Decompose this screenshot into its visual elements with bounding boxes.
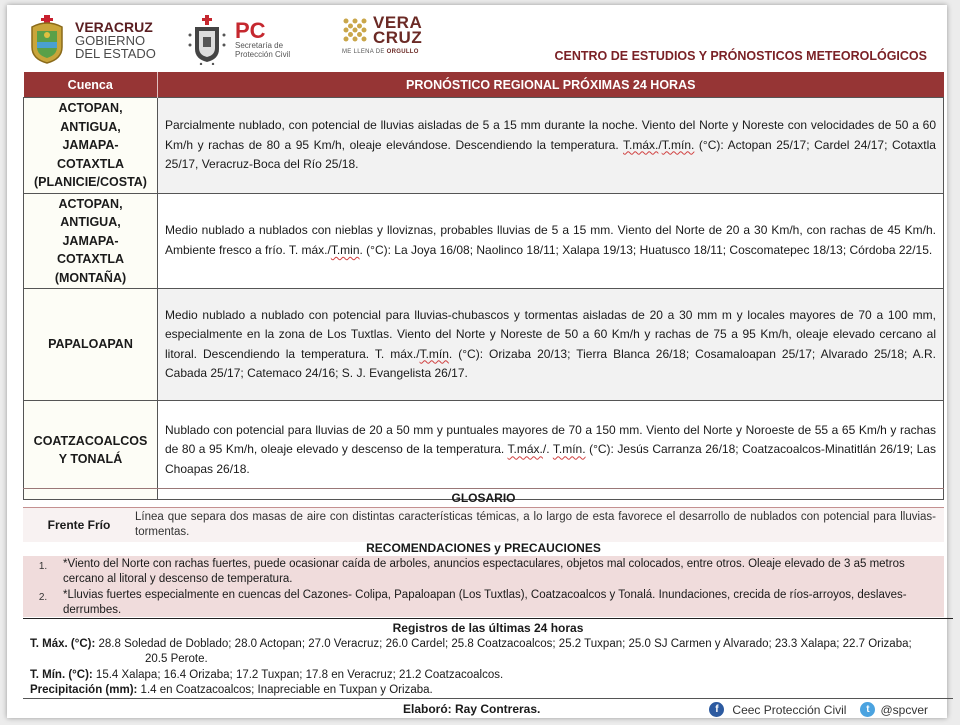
tagline-bold: ORGULLO xyxy=(386,49,419,55)
recommendation-item xyxy=(23,587,944,618)
logo-gobierno-veracruz xyxy=(27,15,156,65)
forecast-table-header xyxy=(24,72,944,98)
facebook-link[interactable]: Ceec Protección Civil xyxy=(732,702,847,717)
basin-name xyxy=(24,401,158,500)
records-precip xyxy=(23,683,953,699)
basin-line: JAMAPA- xyxy=(62,138,119,152)
forecast-text-part: Medio nublado a nublado con potencial para lluvias-chubascos y tormentas aisladas de 20 a 30 mm m y locales mayores de 70 a 100 mm, especialmente en la zona de Los Tuxtlas. Viento del Norte y Noreste de 50 a 60 Km/h y rachas de 75 a 95 Km/h, oleaje elevado cercano al litoral. Descendiendo la temperatura. T. máx./ xyxy=(165,307,936,361)
logo-pc-line2: Protección Civil xyxy=(235,50,291,59)
forecast-text-part: . (°C): La Joya 16/08; Naolinco 18/11; Xalapa 19/13; Huatusco 18/11; Coscomatepec 18/13; Córdoba 22/15. xyxy=(359,242,933,257)
forecast-text-part: T.min xyxy=(330,242,360,257)
forecast-text xyxy=(158,98,944,194)
tmax-values: 28.8 Soledad de Doblado; 28.0 Actopan; 27.0 Veracruz; 26.0 Cardel; 25.8 Coatzacoalcos; 25.2 Tuxpan; 25.0 SJ Carmen y Alvarado; 23.3 Xalapa; 22.7 Orizaba; xyxy=(95,637,912,650)
logo-veracruz-tagline xyxy=(342,49,422,55)
logo-pc-title: PC xyxy=(235,18,266,43)
forecast-text xyxy=(158,193,944,289)
forecast-text-part: (°C): Jesús Carranza 26/18; Coatzacoalcos-Minatitlán 26/19; Las Choapas 26/18. xyxy=(165,442,936,476)
forecast-text-part: (°C): Actopan 25/17; Cardel 24/17; Cotaxtla 25/17, Veracruz-Boca del Río 25/18. xyxy=(165,137,936,171)
records-title: Registros de las últimas 24 horas xyxy=(392,621,584,635)
tagline-prefix: ME LLENA DE xyxy=(342,49,387,55)
basin-line: PAPALOAPAN xyxy=(48,337,133,352)
table-row xyxy=(24,401,944,500)
column-header-pronostico: PRONÓSTICO REGIONAL PRÓXIMAS 24 HORAS xyxy=(158,72,944,98)
tmax-label: T. Máx. (°C): xyxy=(30,637,96,650)
recommendations-list xyxy=(23,556,944,617)
basin-line: JAMAPA- xyxy=(62,233,119,248)
recommendations-title: RECOMENDACIONES y PRECAUCIONES xyxy=(366,541,601,555)
social-links xyxy=(709,702,928,717)
basin-line: COTAXTLA xyxy=(56,156,125,171)
basin-line: (MONTAÑA) xyxy=(54,270,127,285)
forecast-text-part: T.máx. xyxy=(623,137,659,152)
recommendation-text: *Lluvias fuertes especialmente en cuencas del Cazones- Colipa, Papaloapan (Los Tuxtlas), Coatzacoalcos y Tonalá. Inundaciones, crecida de ríos-arroyos, deslaves-derrumbes. xyxy=(63,589,907,616)
forecast-text-part: T.mín. xyxy=(552,442,586,457)
footer xyxy=(23,698,953,719)
forecast-table xyxy=(23,72,944,500)
center-title: CENTRO DE ESTUDIOS Y PRÓNOSTICOS METEOROLÓGICOS xyxy=(554,49,927,63)
logo-line-veracruz: VERACRUZ xyxy=(75,18,153,35)
basin-name xyxy=(24,98,158,194)
logo-proteccion-civil xyxy=(187,15,290,65)
facebook-icon[interactable]: f xyxy=(709,702,724,717)
column-header-cuenca: Cuenca xyxy=(24,72,158,98)
precip-values: 1.4 en Coatzacoalcos; Inapreciable en Tuxpan y Orizaba. xyxy=(137,684,433,696)
forecast-text-part: / xyxy=(658,137,662,152)
forecast-text-part: Medio nublado a nublados con nieblas y lloviznas, probables lluvias de 5 a 15 mm. Viento del Norte de 20 a 30 Km/h, con rachas de 45 Km/h. Ambiente fresco a frío. T. máx./ xyxy=(165,223,936,257)
basin-line: ANTIGUA, xyxy=(60,119,121,134)
records-tmax-continued: 20.5 Perote. xyxy=(145,653,208,665)
logo-pc-line1: Secretaría de xyxy=(235,41,284,50)
precip-label: Precipitación (mm): xyxy=(30,684,138,696)
basin-line: Y TONALÁ xyxy=(58,452,123,466)
logo-line-gobierno: GOBIERNO xyxy=(75,32,146,48)
recommendation-item xyxy=(23,556,944,587)
basin-line: ACTOPAN, xyxy=(58,196,123,211)
table-row xyxy=(24,193,944,289)
forecast-text xyxy=(158,401,944,500)
tmin-values: 15.4 Xalapa; 16.4 Orizaba; 17.2 Tuxpan; 17.8 en Veracruz; 21.2 Coatzacoalcos. xyxy=(92,668,504,681)
records-tmin xyxy=(23,668,953,684)
veracruz-pattern-icon xyxy=(342,17,368,43)
forecast-text-part: T.mín xyxy=(419,346,449,361)
forecast-text-part: . (°C): Orizaba 20/13; Tierra Blanca 26/18; Cosamaloapan 25/17; Alvarado 25/18; A.R. Cabada 25/17; Catemaco 24/16; S. J. Evangelista 26/17. xyxy=(165,346,936,380)
basin-line: ACTOPAN, xyxy=(58,101,123,115)
basin-name xyxy=(24,289,158,401)
header xyxy=(7,5,947,73)
recommendation-number: 2. xyxy=(38,592,48,603)
logo-vera: VERA xyxy=(373,13,423,32)
basin-line: COTAXTLA xyxy=(56,252,125,266)
forecast-text-part: /. xyxy=(542,442,553,457)
table-row xyxy=(24,98,944,194)
twitter-icon[interactable]: t xyxy=(860,702,875,717)
forecast-text-part: T.máx. xyxy=(507,442,543,457)
basin-line: ANTIGUA, xyxy=(60,215,121,229)
tmin-label: T. Mín. (°C): xyxy=(30,668,93,681)
pc-shield-icon xyxy=(187,15,227,65)
forecast-text xyxy=(158,289,944,401)
glossary-title: GLOSARIO xyxy=(23,488,944,505)
records-24h xyxy=(23,618,953,699)
glossary-entry xyxy=(23,507,944,542)
bulletin-page xyxy=(7,5,947,718)
veracruz-coat-of-arms-icon xyxy=(27,15,67,65)
recommendation-text: *Viento del Norte con rachas fuertes, puede ocasionar caída de arboles, anuncios espectaculares, objetos mal colocados, entre otros. Oleaje elevado de 3 a5 metros cercano al litoral y descenso de temperatura. xyxy=(63,558,905,585)
glossary-term: Frente Frío xyxy=(47,518,111,532)
logo-cruz: CRUZ xyxy=(373,28,423,47)
table-row xyxy=(24,289,944,401)
logo-line-del-estado: DEL ESTADO xyxy=(75,45,156,61)
basin-line: COATZACOALCOS xyxy=(33,433,148,448)
glossary-definition: Línea que separa dos masas de aire con distintas características témicas, a lo largo de esta favorece el desarrollo de nublados con potencial para lluvias-tormentas. xyxy=(135,511,936,538)
records-tmax xyxy=(23,637,953,653)
recommendation-number: 1. xyxy=(38,561,48,572)
twitter-link[interactable]: @spcver xyxy=(880,702,928,717)
author: Elaboró: Ray Contreras. xyxy=(403,702,541,716)
forecast-text-part: Parcialmente nublado, con potencial de lluvias aisladas de 5 a 15 mm durante la noche. Viento del Norte y Noreste con velocidades de 50 a 60 Km/h y rachas de 80 a 95 Km/h, oleaje elevándose. Descendiendo la temperatura. xyxy=(165,118,936,152)
logo-veracruz-orgullo xyxy=(342,15,422,55)
basin-line: (PLANICIE/COSTA) xyxy=(34,175,147,189)
forecast-text-part: T.mín. xyxy=(661,137,695,152)
basin-name xyxy=(24,193,158,289)
forecast-text-part: Nublado con potencial para lluvias de 20 a 50 mm y puntuales mayores de 70 a 150 mm. Viento del Norte y Noroeste de 55 a 65 Km/h y rachas de 80 a 95 Km/h, oleaje elevado y descenso de la temperatura. xyxy=(165,422,936,457)
